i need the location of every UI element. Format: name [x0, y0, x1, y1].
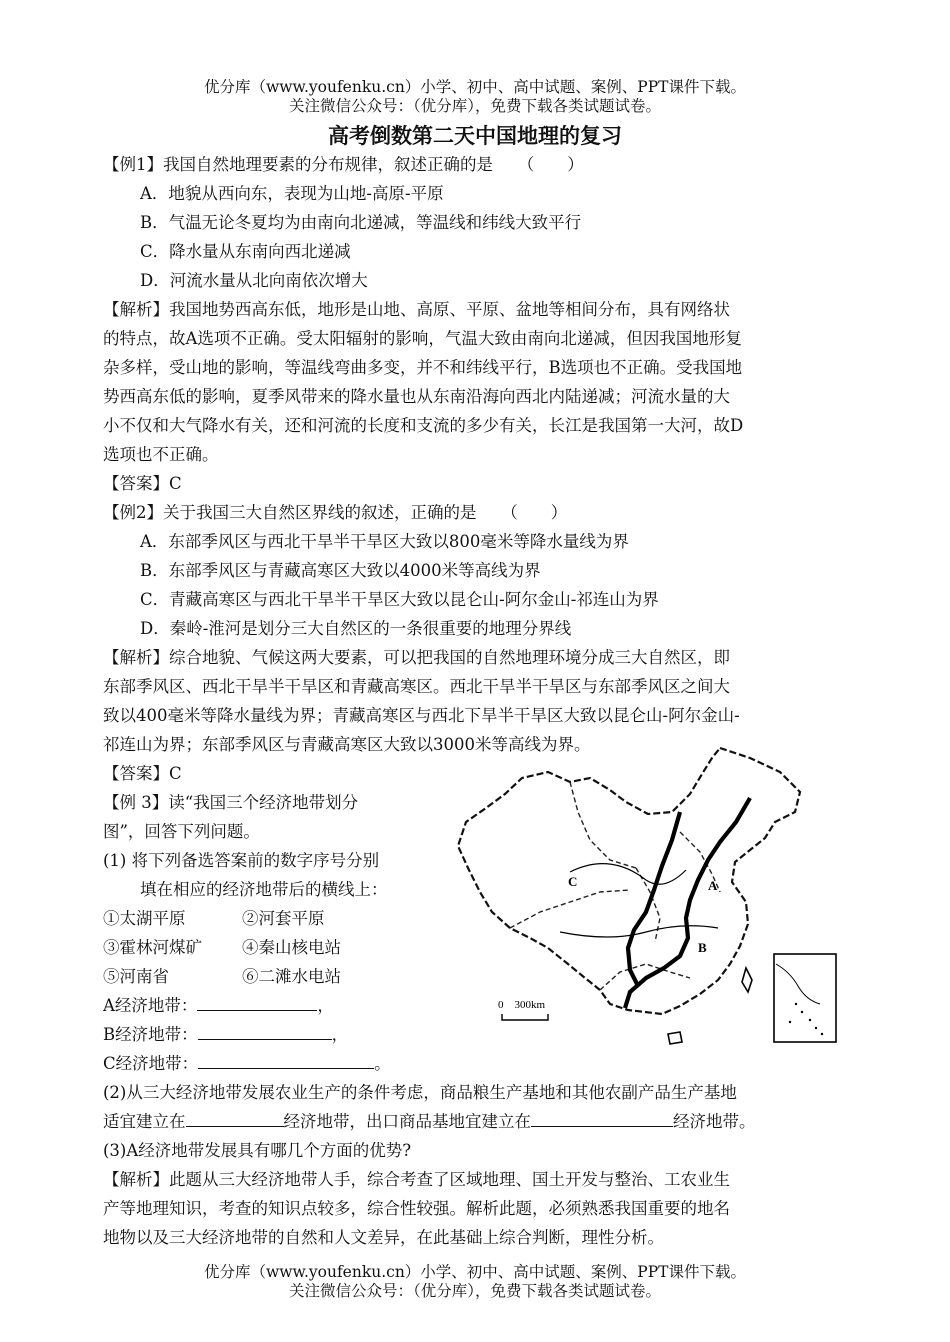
choice-3: ③霍林河煤矿	[103, 938, 202, 957]
inset-coast	[776, 964, 820, 1004]
hainan-island	[668, 1032, 682, 1044]
river-yangtze	[560, 926, 718, 937]
ex1-option-d: D．河流水量从北向南依次增大	[140, 271, 368, 290]
ex1-option-a: A．地貌从西向东，表现为山地-高原-平原	[140, 184, 444, 203]
choice-1: ①太湖平原	[103, 909, 186, 928]
economic-zones-map	[450, 742, 850, 1047]
ex2-analysis-1: 【解析】综合地貌、气候这两大要素，可以把我国的自然地理环境分成三大自然区，即	[103, 648, 730, 667]
zone-b-label: B经济地带：	[103, 1025, 198, 1044]
ex3-question-2: 图”，回答下列问题。	[103, 822, 260, 841]
choice-6: ⑥二滩水电站	[242, 967, 341, 986]
footer-line-1: 优分库（www.youfenku.cn）小学、初中、高中试题、案例、PPT课件下载。	[203, 1263, 747, 1281]
zone-b-blank[interactable]	[198, 1023, 332, 1040]
south-china-sea-inset	[774, 954, 836, 1042]
zone-label-b: B	[698, 940, 707, 955]
ex3-analysis-2: 产等地理知识，考查的知识点较多，综合性较强。解析此题，必须熟悉我国重要的地名	[103, 1199, 730, 1218]
zone-c-label: C经济地带：	[103, 1054, 199, 1073]
part2-text-3: 经济地带。	[673, 1112, 756, 1131]
zone-b-end: ，	[331, 1025, 349, 1044]
part2-blank-1[interactable]	[186, 1110, 284, 1127]
ex2-option-b: B．东部季风区与青藏高寒区大致以4000米等高线为界	[140, 561, 541, 580]
province-border-2	[510, 890, 630, 928]
map-scale-label: 0 300km	[498, 999, 546, 1011]
ex3-part2-line1: (2)从三大经济地带发展农业生产的条件考虑，商品粮生产基地和其他农副产品生产基地	[103, 1083, 737, 1102]
ex3-part2-line2	[103, 1108, 756, 1132]
ex2-question: 【例2】关于我国三大自然区界线的叙述，正确的是 （ ）	[103, 503, 568, 522]
ex1-option-c: C．降水量从东南向西北递减	[140, 242, 351, 261]
ex1-question: 【例1】我国自然地理要素的分布规律，叙述正确的是 （ ）	[103, 155, 584, 174]
ex2-analysis-2: 东部季风区、西北干旱半干旱区和青藏高寒区。西北干旱半干旱区与东部季风区之间大	[103, 677, 730, 696]
zone-b-row	[103, 1021, 348, 1045]
river-yellow	[570, 864, 686, 885]
ex1-analysis-1: 【解析】我国地势西高东低，地形是山地、高原、平原、盆地等相间分布，具有网络状	[103, 300, 730, 319]
header-line-2: 关注微信公众号：（优分库），免费下载各类试题试卷。	[288, 97, 661, 115]
footer-line-2: 关注微信公众号：（优分库），免费下载各类试题试卷。	[288, 1282, 661, 1300]
ex1-analysis-6: 选项也不正确。	[103, 445, 219, 464]
ex3-analysis-1: 【解析】此题从三大经济地带人手，综合考查了区域地理、国土开发与整治、工农业生	[103, 1170, 730, 1189]
ex3-part1-line1: (1) 将下列备选答案前的数字序号分别	[103, 851, 380, 870]
zone-a-end: ，	[317, 996, 334, 1015]
zone-c-end: 。	[374, 1054, 391, 1073]
page-title: 高考倒数第二天中国地理的复习	[328, 123, 622, 148]
zone-a-label: A经济地带：	[103, 996, 198, 1015]
taiwan-island	[742, 968, 752, 992]
zone-label-c: C	[568, 874, 578, 889]
header-line-1: 优分库（www.youfenku.cn）小学、初中、高中试题、案例、PPT课件下载。	[203, 78, 747, 96]
zone-boundary-east	[625, 798, 750, 1008]
ex2-analysis-4: 祁连山为界；东部季风区与青藏高寒区大致以3000米等高线为界。	[103, 735, 591, 754]
ex1-analysis-4: 势西高东低的影响，夏季风带来的降水量也从东南沿海向西北内陆递减；河流水量的大	[103, 387, 730, 406]
ex2-option-c: C．青藏高寒区与西北干旱半干旱区大致以昆仑山-阿尔金山-祁连山为界	[140, 590, 659, 609]
ex3-part1-line2: 填在相应的经济地带后的横线上：	[140, 880, 388, 899]
part2-text-1: 适宜建立在	[103, 1112, 186, 1131]
zone-c-blank[interactable]	[198, 1052, 374, 1069]
ex1-analysis-3: 杂多样，受山地的影响，等温线弯曲多变，并不和纬线平行，B选项也不正确。受我国地	[103, 358, 743, 377]
ex3-part3: (3)A经济地带发展具有哪几个方面的优势?	[103, 1141, 412, 1160]
ex2-option-d: D．秦岭-淮河是划分三大自然区的一条很重要的地理分界线	[140, 619, 572, 638]
province-border-1	[570, 782, 636, 868]
ex2-answer: 【答案】C	[103, 764, 182, 783]
ex3-analysis-3: 地物以及三大经济地带的自然和人文差异，在此基础上综合判断，理性分析。	[103, 1228, 664, 1247]
ex1-option-b: B．气温无论冬夏均为由南向北递减，等温线和纬线大致平行	[140, 213, 582, 232]
ex1-analysis-2: 的特点，故A选项不正确。受太阳辐射的影响，气温大致由南向北递减，但因我国地形复	[103, 329, 742, 348]
choice-4: ④秦山核电站	[242, 938, 341, 957]
part2-text-2: 经济地带，出口商品基地宜建立在	[283, 1112, 531, 1131]
ex3-question-1: 【例 3】读“我国三个经济地带划分	[103, 793, 359, 812]
inset-islands	[789, 1003, 823, 1035]
zone-a-blank[interactable]	[197, 994, 317, 1011]
choice-5: ⑤河南省	[103, 967, 169, 986]
map-scale-bar	[502, 1014, 548, 1020]
part2-blank-2[interactable]	[531, 1110, 673, 1127]
choice-2: ②河套平原	[242, 909, 325, 928]
ex2-analysis-3: 致以400毫米等降水量线为界；青藏高寒区与西北下旱半干旱区大致以昆仑山-阿尔金山-	[103, 706, 740, 725]
zone-a-row	[103, 992, 334, 1016]
ex1-analysis-5: 小不仅和大气降水有关，还和河流的长度和支流的多少有关，长江是我国第一大河，故D	[103, 416, 744, 435]
ex2-option-a: A．东部季风区与西北干旱半干旱区大致以800毫米等降水量线为界	[140, 532, 629, 551]
zone-label-a: A	[708, 878, 718, 893]
zone-c-row	[103, 1050, 391, 1074]
ex1-answer: 【答案】C	[103, 474, 182, 493]
